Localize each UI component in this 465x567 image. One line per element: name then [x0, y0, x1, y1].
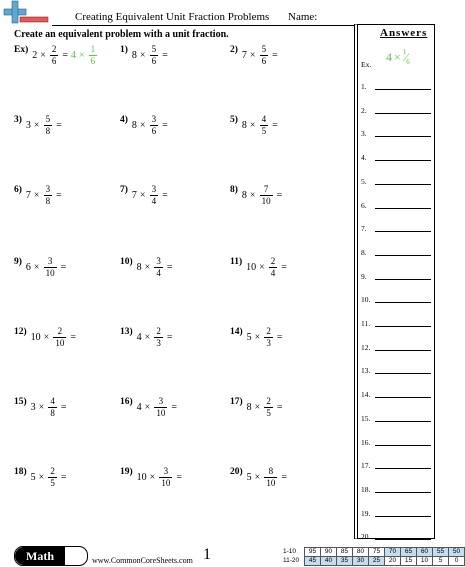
answer-line[interactable] — [375, 208, 431, 209]
denominator: 5 — [266, 407, 271, 418]
answer-number: 14. — [361, 390, 371, 400]
score-cell: 0 — [449, 557, 465, 566]
answer-number: 6. — [361, 200, 367, 210]
answer-row — [361, 342, 431, 352]
numerator: 2 — [270, 255, 276, 266]
answer-number: 16. — [361, 437, 371, 447]
numerator: 2 — [266, 395, 271, 406]
answer-number: 7. — [361, 224, 367, 234]
times-sign: × — [259, 261, 265, 273]
denominator: 8 — [45, 125, 51, 136]
answer-row — [361, 389, 431, 399]
score-cell: 30 — [353, 557, 369, 566]
answer-line[interactable] — [375, 160, 431, 161]
problem-label: 15) — [14, 397, 27, 407]
denominator: 3 — [266, 337, 271, 348]
equals-sign: = — [60, 261, 67, 273]
header-rule — [52, 25, 354, 26]
numerator: 2 — [266, 325, 271, 336]
answer-fraction — [89, 45, 98, 66]
numerator: 7 — [263, 183, 269, 194]
score-cell: 20 — [385, 557, 401, 566]
example-problem — [14, 40, 98, 70]
numerator: 3 — [151, 183, 157, 194]
answer-number: 3. — [361, 129, 367, 139]
answers-title: Answers — [380, 27, 428, 39]
fraction — [264, 397, 273, 418]
numerator: 3 — [163, 465, 169, 476]
denominator: 4 — [151, 195, 157, 206]
fraction — [44, 185, 53, 206]
answer-number: 13. — [361, 366, 371, 376]
answer-row — [361, 176, 431, 186]
fraction — [264, 327, 273, 348]
denominator: 4 — [156, 267, 161, 278]
instructions: Create an equivalent problem with a unit fraction. — [14, 29, 229, 40]
numerator: 4 — [261, 113, 267, 124]
score-cell: 50 — [449, 548, 465, 557]
numerator: 2 — [51, 43, 57, 54]
answer-row — [361, 81, 431, 91]
answer-line[interactable] — [375, 136, 431, 137]
answer-row — [361, 365, 431, 375]
equals-sign: = — [276, 401, 283, 413]
score-cell: 25 — [369, 557, 385, 566]
answer-whole: 4 — [71, 49, 77, 61]
answer-line[interactable] — [375, 373, 431, 374]
denominator: 6 — [151, 55, 157, 66]
problem-label: 17) — [230, 397, 243, 407]
whole-number: 8 — [246, 401, 252, 413]
problem-label: 7) — [120, 185, 128, 195]
answer-example-label: Ex. — [361, 60, 372, 69]
whole-number: 8 — [241, 189, 247, 201]
answer-example-numerator: 1 — [402, 48, 407, 56]
fraction — [150, 45, 159, 66]
problem-label: Ex) — [14, 45, 29, 55]
times-sign: × — [254, 401, 261, 413]
score-row — [283, 548, 465, 557]
score-cell: 5 — [433, 557, 449, 566]
answer-times-sign: × — [79, 49, 85, 61]
problem-label: 14) — [230, 327, 243, 337]
fraction — [48, 467, 57, 488]
score-cell: 60 — [417, 548, 433, 557]
problem — [14, 180, 65, 210]
answer-line[interactable] — [375, 492, 431, 493]
equals-sign: = — [60, 471, 67, 483]
whole-number: 5 — [246, 331, 252, 343]
problem — [14, 462, 69, 492]
numerator: 3 — [45, 183, 51, 194]
answer-row — [361, 508, 431, 518]
answer-example-whole: 4 — [386, 50, 392, 64]
whole-number: 7 — [25, 189, 31, 201]
numerator: 3 — [151, 113, 157, 124]
answer-number: 12. — [361, 342, 371, 352]
answer-line[interactable] — [375, 350, 431, 351]
equals-sign: = — [176, 471, 182, 483]
numerator: 2 — [57, 325, 63, 336]
equals-sign: = — [162, 119, 168, 131]
times-sign: × — [38, 471, 45, 483]
answer-row — [361, 152, 431, 162]
equals-sign: = — [276, 189, 283, 201]
fraction — [154, 327, 163, 348]
problem-label: 3) — [14, 115, 22, 125]
denominator: 10 — [156, 407, 166, 418]
numerator: 5 — [45, 113, 51, 124]
denominator: 6 — [51, 55, 57, 66]
problem-label: 16) — [120, 397, 133, 407]
score-cell: 35 — [337, 557, 353, 566]
times-sign: × — [249, 189, 256, 201]
equals-sign: = — [281, 471, 287, 483]
numerator: 3 — [47, 255, 53, 266]
answer-line[interactable] — [375, 445, 431, 446]
score-cell: 15 — [401, 557, 417, 566]
numerator: 2 — [156, 325, 161, 336]
answer-example-denominator: 6 — [406, 58, 410, 66]
problem-label: 4) — [120, 115, 128, 125]
score-range: 1-10 — [283, 548, 297, 555]
denominator: 10 — [261, 195, 271, 206]
answer-row — [361, 200, 431, 210]
denominator: 10 — [45, 267, 55, 278]
whole-number: 2 — [32, 49, 38, 61]
fraction — [269, 257, 278, 278]
denominator: 4 — [270, 267, 276, 278]
answer-number: 2. — [361, 105, 367, 115]
answer-line[interactable] — [375, 184, 431, 185]
problem — [120, 392, 180, 422]
fraction — [150, 185, 159, 206]
fraction — [44, 257, 57, 278]
worksheet-title: Creating Equivalent Unit Fraction Problems — [75, 11, 270, 23]
problem-label: 10) — [120, 257, 133, 267]
whole-number: 5 — [246, 471, 252, 483]
score-cell: 85 — [337, 548, 353, 557]
problem-label: 19) — [120, 467, 133, 477]
times-sign: × — [33, 261, 40, 273]
answer-denominator: 6 — [90, 55, 96, 66]
equals-sign: = — [272, 119, 278, 131]
times-sign: × — [139, 119, 146, 131]
equals-sign: = — [162, 189, 168, 201]
whole-number: 3 — [30, 401, 36, 413]
problem-label: 2) — [230, 45, 238, 55]
problem-label: 9) — [14, 257, 22, 267]
equals-sign: = — [166, 261, 173, 273]
whole-number: 10 — [136, 471, 147, 483]
times-sign: × — [139, 49, 146, 61]
equals-sign: = — [166, 331, 173, 343]
problem — [230, 40, 281, 70]
fraction — [50, 45, 59, 66]
fraction — [260, 115, 269, 136]
answer-row — [361, 128, 431, 138]
answer-number: 11. — [361, 319, 371, 328]
equals-sign: = — [281, 261, 287, 273]
fraction — [264, 467, 277, 488]
times-sign: × — [139, 189, 146, 201]
denominator: 10 — [266, 477, 276, 488]
whole-number: 8 — [131, 49, 137, 61]
answer-number: 4. — [361, 153, 367, 163]
problem-label: 8) — [230, 185, 238, 195]
denominator: 3 — [156, 337, 161, 348]
answer-number: 17. — [361, 461, 371, 471]
answer-number: 9. — [361, 271, 367, 281]
whole-number: 8 — [131, 119, 137, 131]
score-cell: 10 — [417, 557, 433, 566]
answer-line[interactable] — [375, 397, 431, 398]
problem — [230, 110, 281, 140]
numerator: 4 — [50, 395, 55, 406]
score-cell: 75 — [369, 548, 385, 557]
answer-line[interactable] — [375, 326, 431, 327]
problem-label: 11) — [230, 257, 243, 267]
answer-number: 19. — [361, 508, 371, 518]
fraction — [154, 397, 167, 418]
denominator: 8 — [50, 407, 55, 418]
numerator: 3 — [158, 395, 164, 406]
answer-line[interactable] — [375, 113, 431, 114]
times-sign: × — [144, 331, 151, 343]
fraction — [150, 115, 159, 136]
problem — [14, 392, 69, 422]
answer-row — [361, 294, 431, 304]
answer-line[interactable] — [375, 468, 431, 469]
problem-label: 20) — [230, 467, 243, 477]
equals-sign: = — [56, 189, 62, 201]
score-cell: 40 — [321, 557, 337, 566]
score-cell: 55 — [433, 548, 449, 557]
whole-number: 7 — [131, 189, 137, 201]
score-row — [283, 557, 465, 566]
answer-row — [361, 460, 431, 470]
problem — [14, 252, 69, 282]
answer-row — [361, 247, 431, 257]
problem — [14, 110, 65, 140]
problem — [120, 110, 171, 140]
answer-row — [361, 413, 431, 423]
whole-number: 10 — [30, 331, 41, 343]
problem — [120, 252, 175, 282]
answer-example-times: × — [394, 50, 401, 64]
denominator: 5 — [261, 125, 267, 136]
whole-number: 4 — [136, 401, 142, 413]
problem-label: 12) — [14, 327, 27, 337]
problem — [230, 252, 290, 282]
problem-label: 5) — [230, 115, 238, 125]
numerator: 8 — [268, 465, 274, 476]
equals-sign: = — [276, 331, 283, 343]
times-sign: × — [254, 331, 261, 343]
answer-number: 8. — [361, 247, 367, 257]
answer-row — [361, 484, 431, 494]
numerator: 5 — [151, 43, 157, 54]
answer-row — [361, 271, 431, 281]
problem-label: 1) — [120, 45, 128, 55]
times-sign: × — [249, 49, 256, 61]
answer-row — [361, 105, 431, 115]
whole-number: 6 — [25, 261, 31, 273]
problem — [14, 322, 79, 352]
times-sign: × — [144, 401, 151, 413]
score-cell: 80 — [353, 548, 369, 557]
whole-number: 10 — [246, 261, 257, 273]
whole-number: 3 — [25, 119, 31, 131]
fraction — [260, 185, 273, 206]
problem-label: 6) — [14, 185, 22, 195]
problem-label: 13) — [120, 327, 133, 337]
times-sign: × — [149, 471, 156, 483]
example-answer — [71, 45, 98, 66]
equals-sign: = — [70, 331, 76, 343]
answer-line[interactable] — [375, 516, 431, 517]
answer-number: 18. — [361, 484, 371, 494]
score-cell: 90 — [321, 548, 337, 557]
answer-line[interactable] — [375, 421, 431, 422]
times-sign: × — [33, 189, 40, 201]
answer-number: 15. — [361, 413, 371, 423]
answer-row — [361, 437, 431, 447]
denominator: 6 — [151, 125, 157, 136]
denominator: 8 — [45, 195, 51, 206]
answer-example-value — [386, 50, 410, 65]
denominator: 5 — [50, 477, 55, 488]
logo — [2, 0, 50, 26]
problem — [230, 392, 285, 422]
answer-row — [361, 531, 431, 541]
whole-number: 8 — [241, 119, 247, 131]
answer-number: 5. — [361, 176, 367, 186]
fraction — [53, 327, 66, 348]
denominator: 10 — [161, 477, 171, 488]
answer-line[interactable] — [375, 539, 431, 540]
page-number: 1 — [203, 546, 211, 563]
whole-number: 7 — [241, 49, 247, 61]
problem — [230, 180, 285, 210]
equals-sign: = — [171, 401, 177, 413]
problem — [120, 462, 185, 492]
answer-example-slash: ⁄ — [405, 50, 408, 64]
times-sign: × — [33, 119, 40, 131]
answer-line[interactable] — [375, 279, 431, 280]
fraction — [154, 257, 163, 278]
times-sign: × — [144, 261, 151, 273]
answer-line[interactable] — [375, 255, 431, 256]
answer-row — [361, 318, 431, 328]
equals-sign: = — [162, 49, 168, 61]
score-cell: 70 — [385, 548, 401, 557]
answer-number: 10. — [361, 295, 371, 305]
numerator: 5 — [261, 43, 267, 54]
times-sign: × — [38, 401, 45, 413]
score-cell: 65 — [401, 548, 417, 557]
score-table — [283, 547, 465, 566]
equals-sign: = — [272, 49, 278, 61]
whole-number: 4 — [136, 331, 142, 343]
fraction — [44, 115, 53, 136]
name-label: Name: — [288, 11, 318, 23]
problem — [120, 180, 171, 210]
whole-number: 5 — [30, 471, 36, 483]
answer-number: 1. — [361, 82, 367, 91]
numerator: 2 — [50, 465, 55, 476]
problem — [230, 322, 285, 352]
fraction — [159, 467, 172, 488]
answer-line[interactable] — [375, 302, 431, 303]
answer-number: 20. — [361, 532, 371, 542]
answer-line[interactable] — [375, 231, 431, 232]
fraction — [260, 45, 269, 66]
numerator: 3 — [156, 255, 161, 266]
equals-sign: = — [62, 49, 69, 61]
whole-number: 8 — [136, 261, 142, 273]
denominator: 10 — [55, 337, 65, 348]
problem — [120, 40, 171, 70]
fraction — [48, 397, 57, 418]
times-sign: × — [249, 119, 256, 131]
answer-row — [361, 223, 431, 233]
denominator: 6 — [261, 55, 267, 66]
math-badge-label: Math — [15, 547, 65, 565]
answer-line[interactable] — [375, 89, 431, 90]
times-sign: × — [254, 471, 261, 483]
score-cell: 45 — [305, 557, 321, 566]
equals-sign: = — [60, 401, 67, 413]
problem — [230, 462, 290, 492]
problem — [120, 322, 175, 352]
times-sign: × — [43, 331, 50, 343]
problem-label: 18) — [14, 467, 27, 477]
times-sign: × — [40, 49, 46, 61]
answer-numerator: 1 — [90, 43, 96, 54]
score-cell: 95 — [305, 548, 321, 557]
equals-sign: = — [56, 119, 62, 131]
score-range: 11-20 — [283, 557, 300, 564]
site-url: www.CommonCoreSheets.com — [92, 556, 193, 565]
math-badge — [14, 546, 88, 566]
